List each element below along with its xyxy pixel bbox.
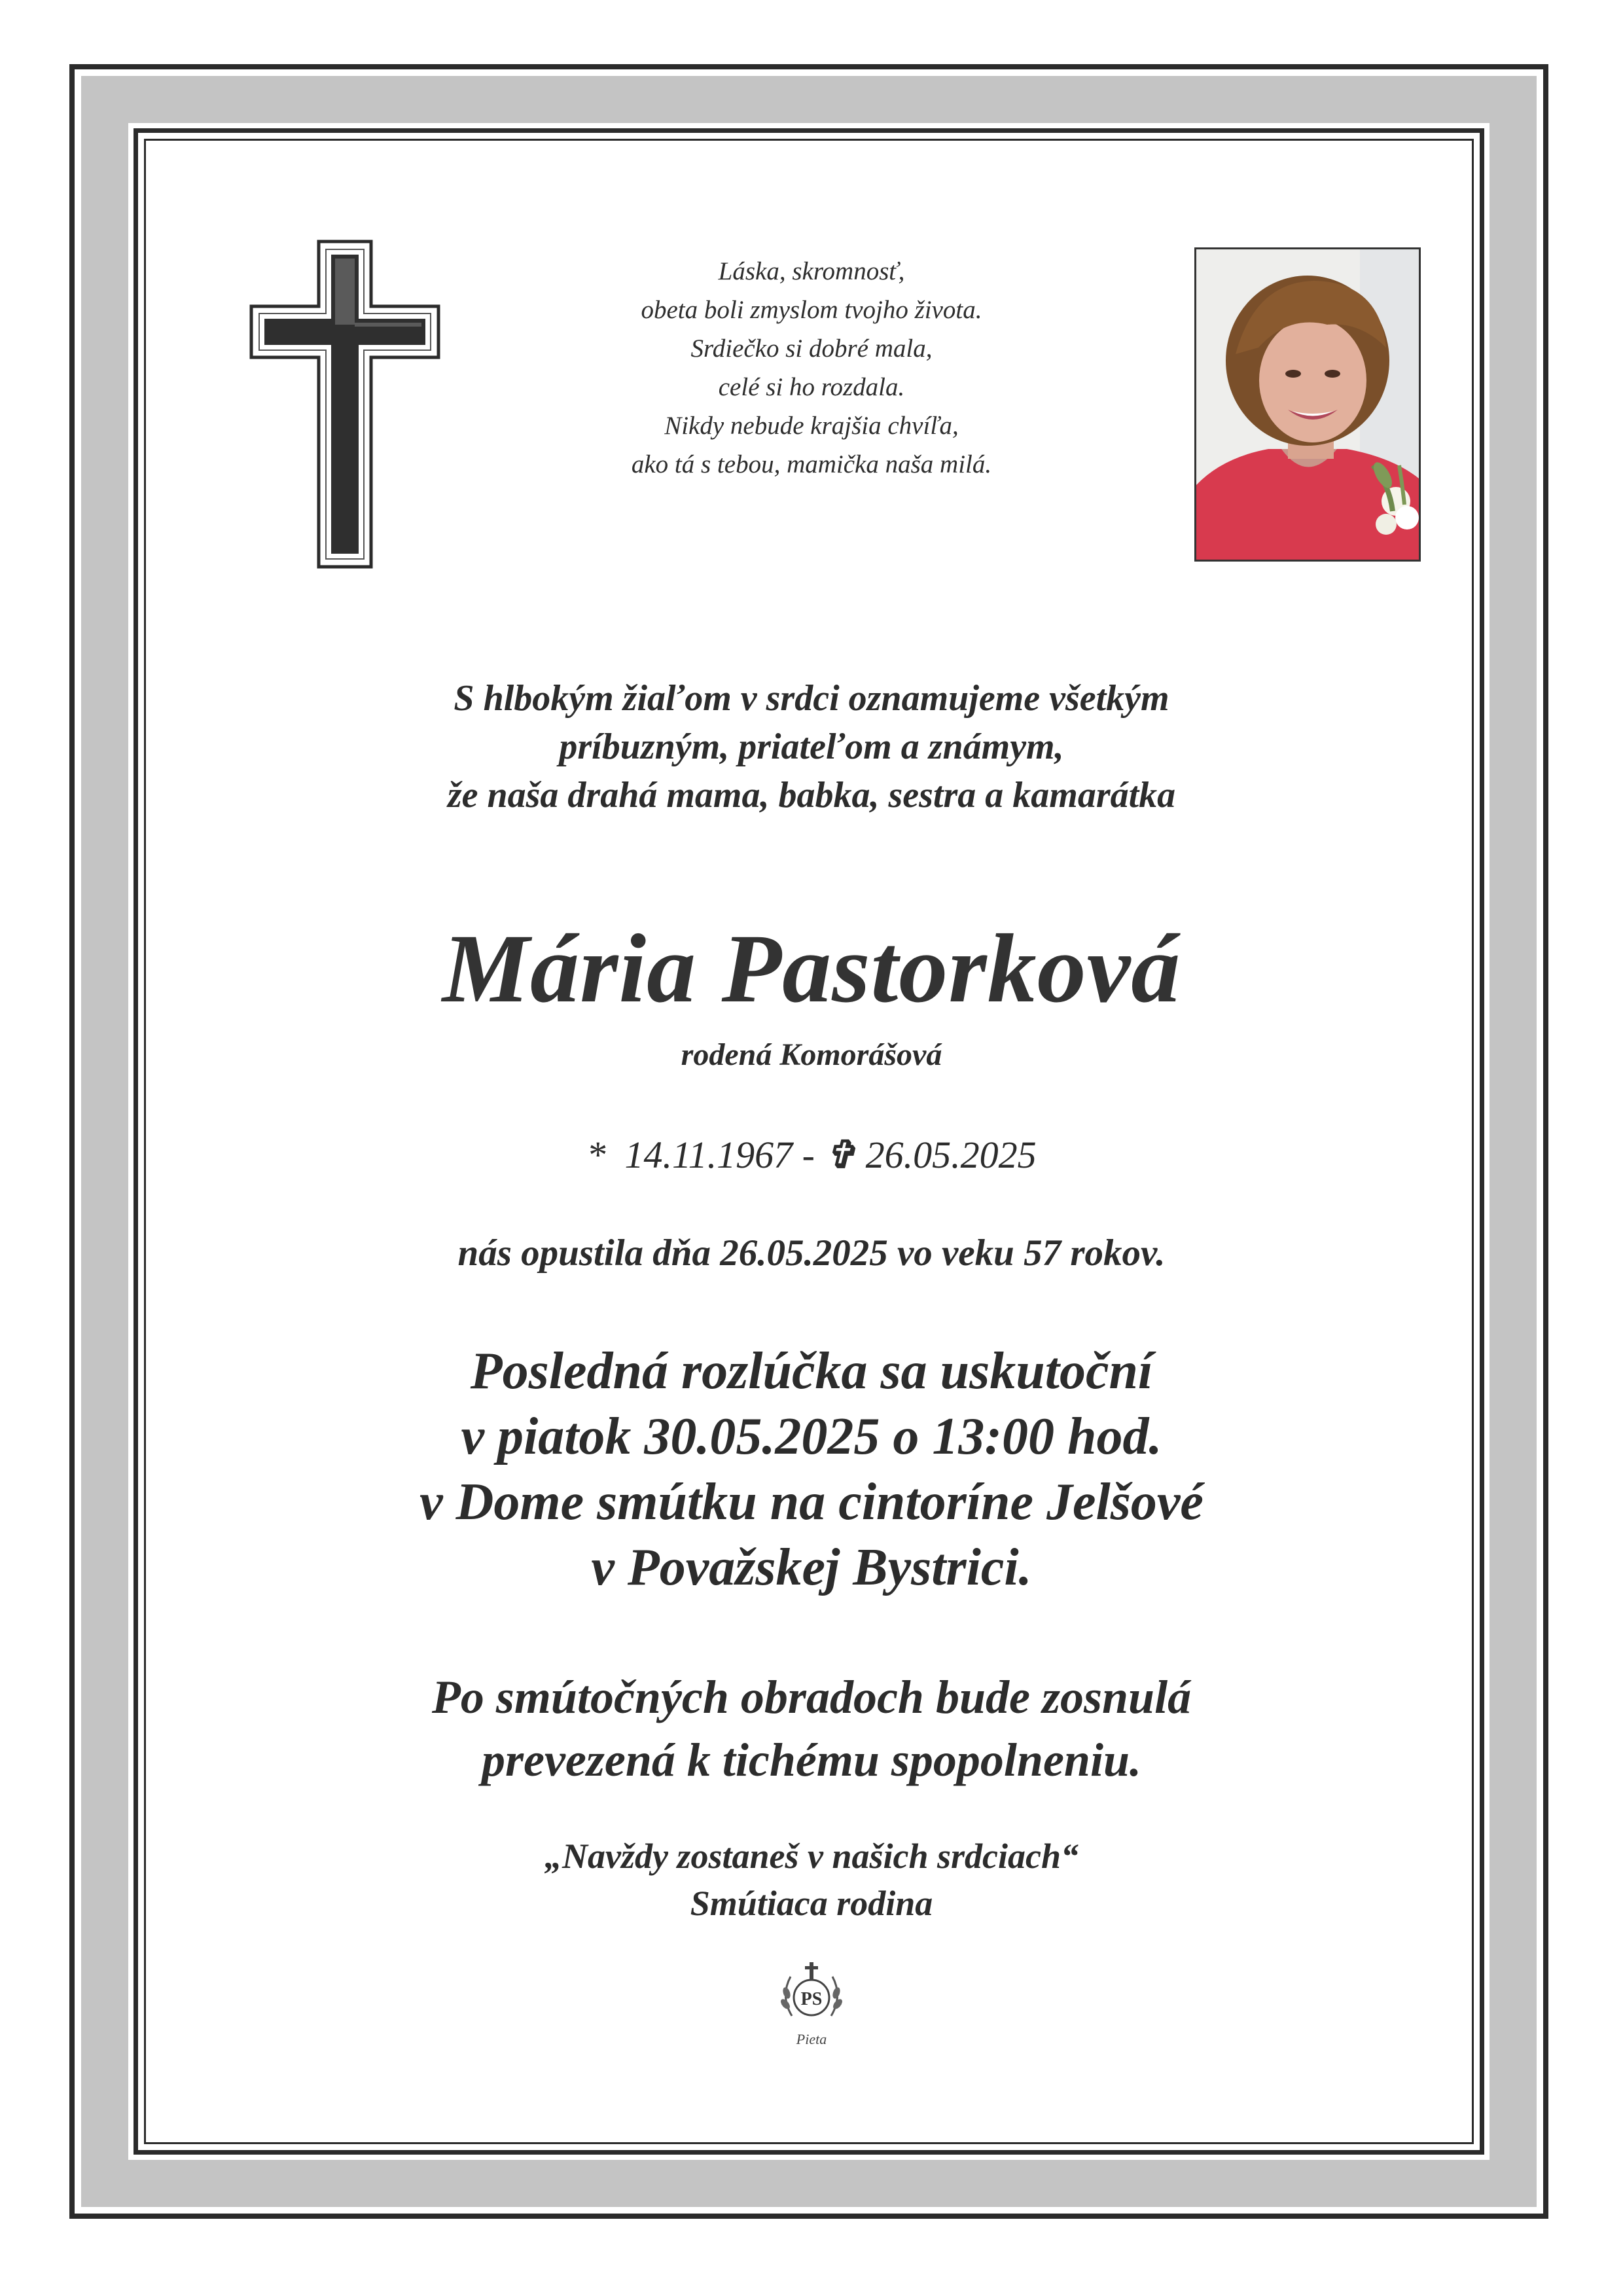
poem-line: Nikdy nebude krajšia chvíľa, [664,412,959,440]
birth-date: 14.11.1967 - [624,1134,815,1176]
ceremony-line: Posledná rozlúčka sa uskutoční [470,1342,1153,1400]
death-cross-icon: ✞ [824,1134,857,1176]
after-line: Po smútočných obradoch bude zosnulá [431,1671,1192,1723]
birth-symbol: * [586,1134,606,1176]
poem-line: celé si ho rozdala. [718,373,905,401]
death-date: 26.05.2025 [865,1134,1037,1176]
deceased-name: Mária Pastorková [442,914,1181,1023]
ceremony-line: v piatok 30.05.2025 o 13:00 hod. [461,1408,1162,1465]
poem [497,252,1126,484]
intro-line: že naša drahá mama, babka, sestra a kamarátka [447,775,1176,816]
maiden-name: rodená Komorášová [681,1037,942,1072]
ceremony-info [157,1338,1466,1600]
portrait-illustration [1196,249,1419,560]
poem-line: obeta boli zmyslom tvojho života. [641,296,982,324]
closing [157,1833,1466,1927]
intro-line: S hlbokým žiaľom v srdci oznamujeme všetkým [454,678,1169,719]
logo-caption: Pieta [796,2031,827,2047]
after-line: prevezená k tichému spopolneniu. [481,1734,1142,1786]
poem-line: Láska, skromnosť, [718,257,905,285]
poem-line: ako tá s tebou, mamička naša milá. [631,450,992,478]
ceremony-line: v Dome smútku na cintoríne Jelšové [419,1473,1204,1531]
logo-monogram: PS [800,1989,823,2009]
intro-line: príbuzným, priateľom a známym, [559,726,1064,767]
family-signature: Smútiaca rodina [690,1884,933,1923]
life-dates [157,1132,1466,1178]
passed-away-text: nás opustila dňa 26.05.2025 vo veku 57 rokov. [457,1232,1166,1274]
cross-icon [249,239,441,569]
after-ceremony-info [157,1666,1466,1791]
poem-line: Srdiečko si dobré mala, [690,334,933,363]
ceremony-line: v Považskej Bystrici. [591,1539,1032,1596]
closing-quote: „Navždy zostaneš v našich srdciach“ [544,1837,1079,1876]
announcement-intro [157,674,1466,819]
portrait-photo [1194,247,1421,562]
